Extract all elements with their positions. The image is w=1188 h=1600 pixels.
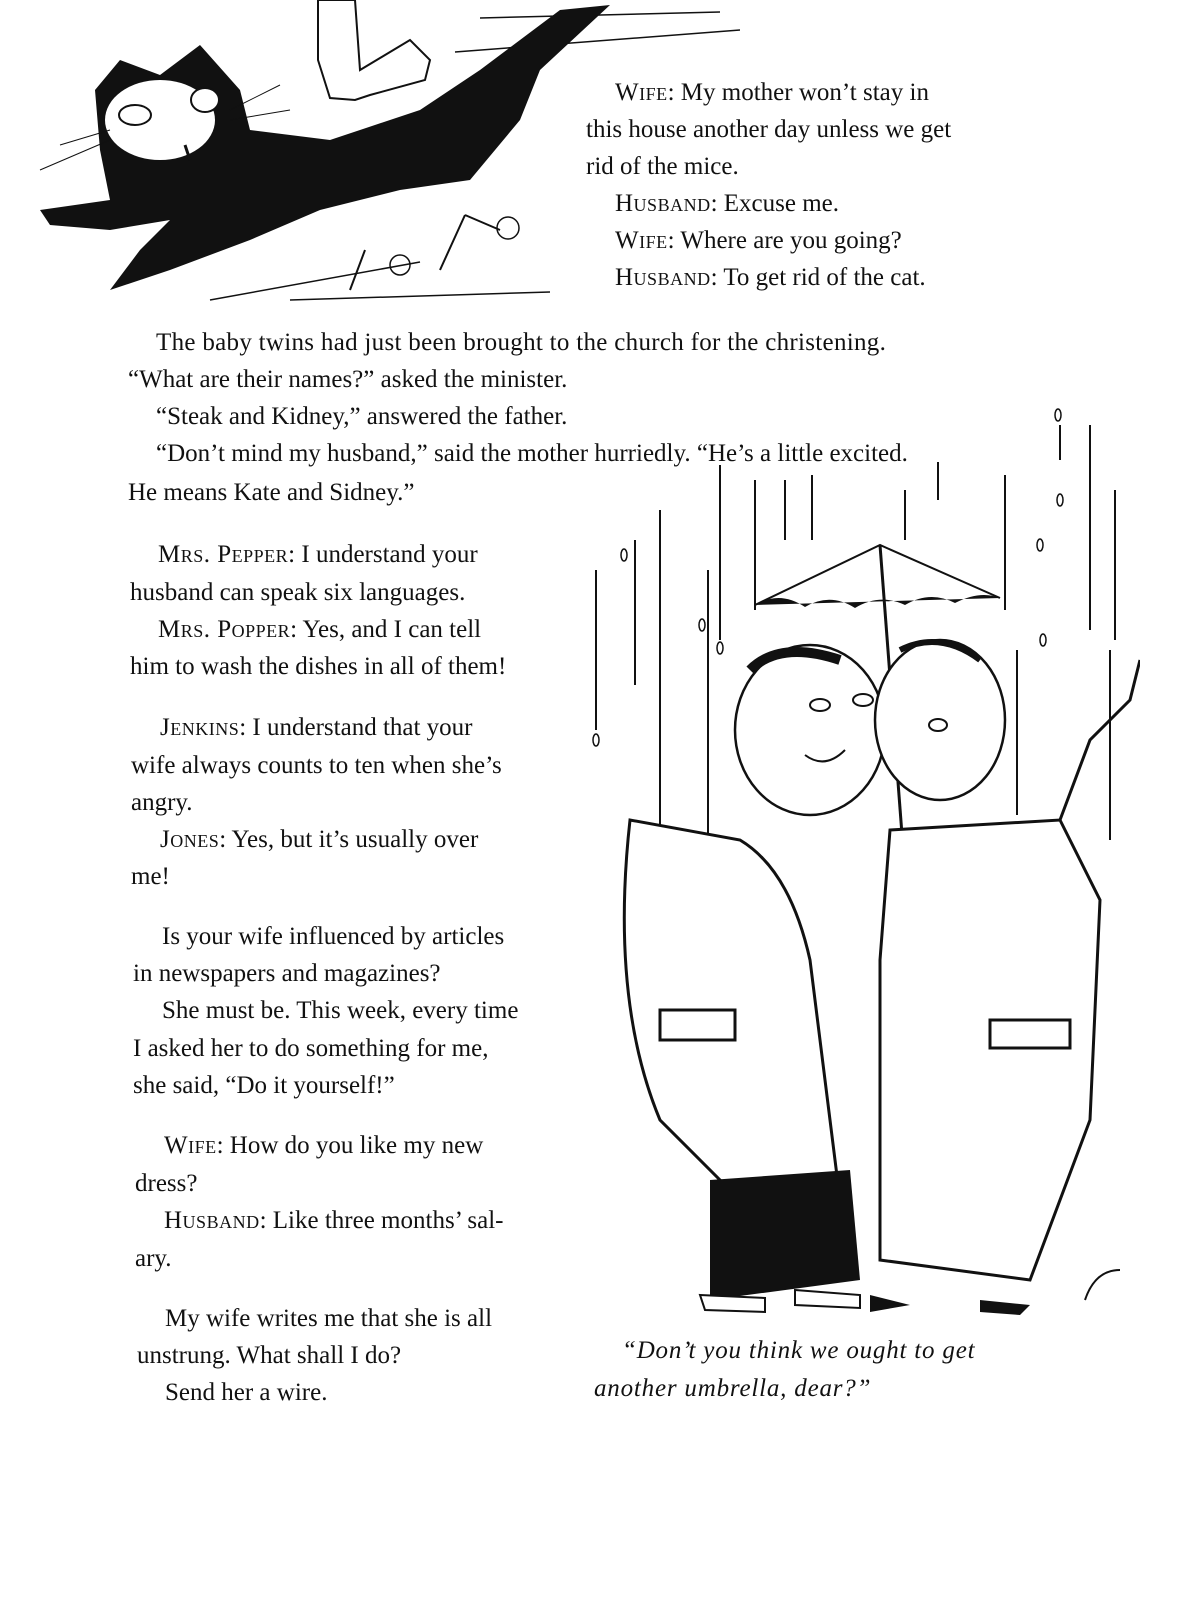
- speaker-name: Wife: [164, 1132, 217, 1159]
- speaker-name: Husband: [164, 1207, 260, 1234]
- dialogue-line: me!: [131, 863, 170, 890]
- couple-drawing-icon: [580, 400, 1140, 1320]
- speaker-name: Husband: [615, 190, 711, 217]
- paragraph-line: She must be. This week, every time: [162, 997, 519, 1024]
- dialogue-line: Mrs. Pepper: I understand your: [158, 541, 478, 568]
- dialogue-line: dress?: [135, 1170, 198, 1197]
- dialogue-line: ary.: [135, 1245, 172, 1272]
- dialogue-line: him to wash the dishes in all of them!: [130, 653, 507, 680]
- paragraph-line: unstrung. What shall I do?: [137, 1342, 402, 1369]
- paragraph-line: “Steak and Kidney,” answered the father.: [156, 403, 568, 430]
- speaker-name: Husband: [615, 264, 711, 291]
- paragraph-line: He means Kate and Sidney.”: [128, 479, 415, 506]
- dialogue-line: angry.: [131, 789, 193, 816]
- paragraph-line: in newspapers and magazines?: [133, 960, 441, 987]
- dialogue-line: Wife: How do you like my new: [164, 1132, 484, 1159]
- dialogue-line: wife always counts to ten when she’s: [131, 752, 502, 779]
- couple-umbrella-illustration: [580, 400, 1140, 1320]
- speaker-name: Wife: [615, 227, 668, 254]
- dialogue-line: Wife: Where are you going?: [615, 227, 902, 254]
- paragraph-line: Send her a wire.: [165, 1379, 328, 1406]
- paragraph-line: My wife writes me that she is all: [165, 1305, 493, 1332]
- paragraph-line: she said, “Do it yourself!”: [133, 1072, 395, 1099]
- dialogue-line: husband can speak six languages.: [130, 579, 466, 606]
- dialogue-line: Husband: Like three months’ sal-: [164, 1207, 504, 1234]
- caption-line: another umbrella, dear?”: [594, 1375, 872, 1402]
- speaker-name: Jenkins: [160, 714, 240, 741]
- dialogue-line: Wife: My mother won’t stay in: [615, 79, 929, 106]
- dialogue-line: this house another day unless we get: [586, 116, 952, 143]
- dialogue-line: Mrs. Popper: Yes, and I can tell: [158, 616, 482, 643]
- speaker-name: Mrs. Pepper: [158, 541, 289, 568]
- paragraph-line: The baby twins had just been brought to the church for the christening.: [156, 329, 887, 356]
- paragraph-line: Is your wife influenced by articles: [162, 923, 505, 950]
- speaker-name: Mrs. Popper: [158, 616, 291, 643]
- dialogue-line: Jenkins: I understand that your: [160, 714, 473, 741]
- dialogue-line: rid of the mice.: [586, 153, 739, 180]
- dialogue-line: Husband: To get rid of the cat.: [615, 264, 926, 291]
- caption-line: “Don’t you think we ought to get: [622, 1337, 976, 1364]
- dialogue-line: Husband: Excuse me.: [615, 190, 840, 217]
- paragraph-line: “What are their names?” asked the minister.: [128, 366, 568, 393]
- paragraph-line: “Don’t mind my husband,” said the mother hurriedly. “He’s a little excited.: [156, 440, 908, 467]
- dialogue-line: Jones: Yes, but it’s usually over: [160, 826, 479, 853]
- paragraph-line: I asked her to do something for me,: [133, 1035, 489, 1062]
- speaker-name: Wife: [615, 79, 668, 106]
- speaker-name: Jones: [160, 826, 220, 853]
